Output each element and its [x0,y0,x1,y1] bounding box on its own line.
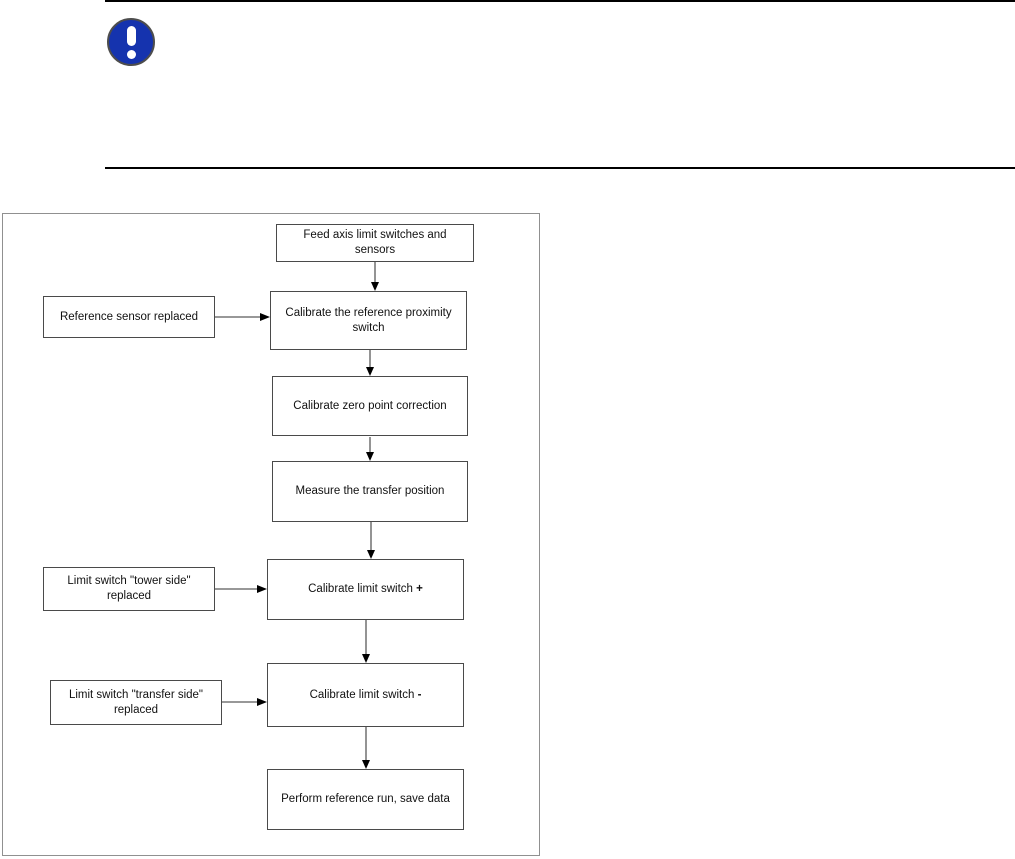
minus-sign: - [417,688,422,701]
section-divider-rule [105,167,1015,169]
plus-sign: + [416,583,423,596]
node-label: Measure the transfer position [295,485,445,498]
node-reference-sensor-replaced [43,296,215,338]
node-label: Calibrate limit switch + [308,583,423,596]
exclamation-circle-icon [107,18,155,66]
node-label: Calibrate limit switch - [309,688,422,701]
node-measure-transfer-position [272,461,468,522]
node-label: Calibrate the reference proximity switch [285,306,452,334]
exclamation-dot [127,50,136,59]
node-label: Calibrate zero point correction [293,399,447,412]
node-label: Reference sensor replaced [59,310,199,323]
node-label: Perform reference run, save data [281,793,450,806]
node-calibrate-limit-switch-minus [267,663,464,727]
node-label: Limit switch "tower side" replaced [67,575,191,602]
node-label: Feed axis limit switches and sensors [303,229,447,256]
node-limit-switch-tower-replaced [43,567,215,611]
node-limit-switch-transfer-replaced [50,680,222,725]
node-perform-reference-run [267,769,464,830]
top-rule [105,0,1015,2]
node-feed-axis [276,224,474,262]
node-calibrate-reference-proximity [270,291,467,350]
node-calibrate-zero-point [272,376,468,436]
exclamation-bar [127,26,136,46]
node-calibrate-limit-switch-plus [267,559,464,620]
node-label: Limit switch "transfer side" replaced [68,688,204,716]
